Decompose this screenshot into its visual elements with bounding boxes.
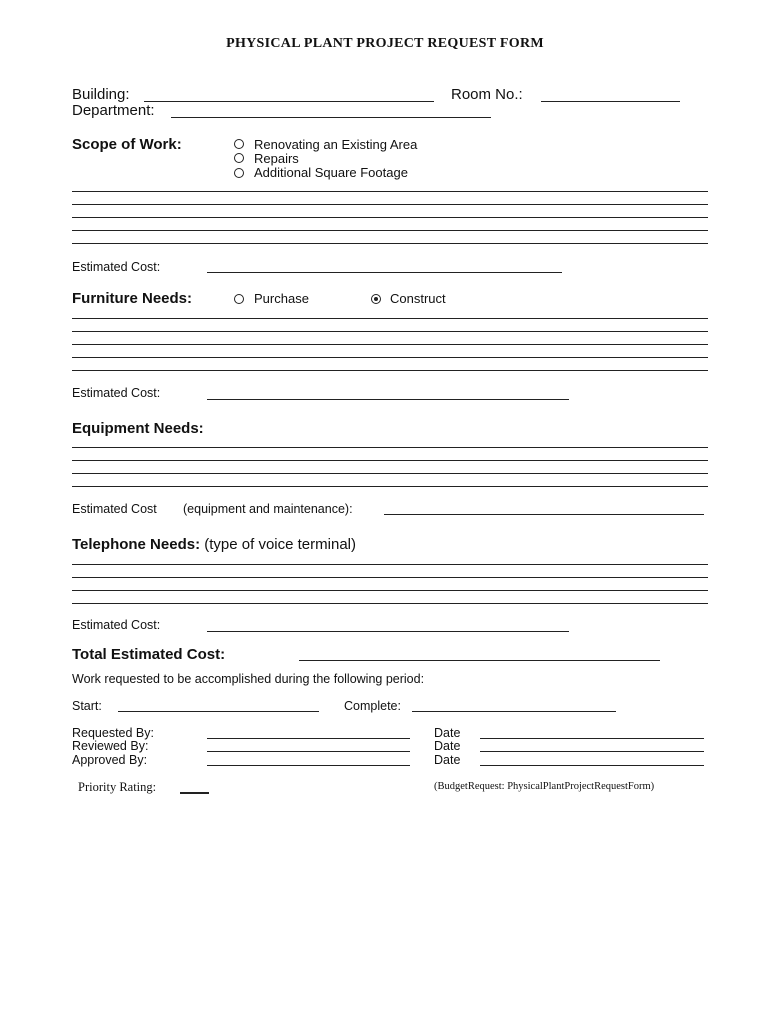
telephone-cost-label: Estimated Cost: xyxy=(72,618,161,632)
scope-line-4[interactable] xyxy=(72,230,708,231)
reviewed-date-label: Date xyxy=(434,739,461,753)
telephone-line-4[interactable] xyxy=(72,603,708,604)
telephone-note: (type of voice terminal) xyxy=(204,536,356,553)
telephone-line-3[interactable] xyxy=(72,590,708,591)
equipment-line-1[interactable] xyxy=(72,447,708,448)
equipment-cost-field[interactable] xyxy=(384,514,704,515)
scope-line-3[interactable] xyxy=(72,217,708,218)
radio-repairs[interactable] xyxy=(234,153,244,163)
approved-by-label: Approved By: xyxy=(72,753,148,767)
complete-label: Complete: xyxy=(344,699,401,713)
scope-line-2[interactable] xyxy=(72,204,708,205)
priority-rating-field[interactable] xyxy=(180,792,209,794)
requested-by-field[interactable] xyxy=(207,738,410,739)
equipment-line-4[interactable] xyxy=(72,486,708,487)
room-field[interactable] xyxy=(541,101,680,102)
equipment-line-3[interactable] xyxy=(72,473,708,474)
form-title: PHYSICAL PLANT PROJECT REQUEST FORM xyxy=(226,36,544,51)
furniture-line-1[interactable] xyxy=(72,318,708,319)
period-text: Work requested to be accomplished during the following period: xyxy=(72,672,425,686)
telephone-line-2[interactable] xyxy=(72,577,708,578)
furniture-cost-label: Estimated Cost: xyxy=(72,386,161,400)
scope-heading: Scope of Work: xyxy=(72,136,182,153)
equipment-cost-label: Estimated Cost xyxy=(72,502,157,516)
furniture-line-4[interactable] xyxy=(72,357,708,358)
radio-additional-footage[interactable] xyxy=(234,168,244,178)
approved-date-label: Date xyxy=(434,753,461,767)
telephone-heading: Telephone Needs: xyxy=(72,536,201,553)
priority-rating-label: Priority Rating: xyxy=(78,780,157,794)
total-cost-field[interactable] xyxy=(299,660,660,661)
room-label: Room No.: xyxy=(451,86,523,103)
requested-by-label: Requested By: xyxy=(72,726,154,740)
requested-date-field[interactable] xyxy=(480,738,704,739)
building-field[interactable] xyxy=(144,101,434,102)
approved-by-field[interactable] xyxy=(207,765,410,766)
equipment-heading: Equipment Needs: xyxy=(72,420,204,437)
furniture-line-3[interactable] xyxy=(72,344,708,345)
scope-cost-field[interactable] xyxy=(207,272,562,273)
reviewed-by-label: Reviewed By: xyxy=(72,739,149,753)
radio-purchase[interactable] xyxy=(234,294,244,304)
radio-renovating[interactable] xyxy=(234,139,244,149)
equipment-line-2[interactable] xyxy=(72,460,708,461)
option-renovating-label: Renovating an Existing Area xyxy=(254,137,418,152)
reviewed-date-field[interactable] xyxy=(480,751,704,752)
department-field[interactable] xyxy=(171,117,491,118)
form-identifier: (BudgetRequest: PhysicalPlantProjectRequestForm) xyxy=(434,781,655,792)
requested-date-label: Date xyxy=(434,726,461,740)
start-field[interactable] xyxy=(118,711,319,712)
scope-line-5[interactable] xyxy=(72,243,708,244)
option-additional-footage-label: Additional Square Footage xyxy=(254,165,408,180)
approved-date-field[interactable] xyxy=(480,765,704,766)
telephone-line-1[interactable] xyxy=(72,564,708,565)
telephone-heading-row xyxy=(72,536,356,553)
total-cost-label: Total Estimated Cost: xyxy=(72,646,226,663)
furniture-line-2[interactable] xyxy=(72,331,708,332)
reviewed-by-field[interactable] xyxy=(207,751,410,752)
start-label: Start: xyxy=(72,699,102,713)
radio-construct[interactable] xyxy=(371,294,381,304)
option-purchase-label: Purchase xyxy=(254,291,309,306)
scope-line-1[interactable] xyxy=(72,191,708,192)
building-label: Building: xyxy=(72,86,130,103)
scope-cost-label: Estimated Cost: xyxy=(72,260,161,274)
furniture-cost-field[interactable] xyxy=(207,399,569,400)
equipment-cost-note: (equipment and maintenance): xyxy=(183,502,353,516)
option-repairs-label: Repairs xyxy=(254,151,299,166)
telephone-cost-field[interactable] xyxy=(207,631,569,632)
department-label: Department: xyxy=(72,102,155,119)
complete-field[interactable] xyxy=(412,711,616,712)
furniture-line-5[interactable] xyxy=(72,370,708,371)
furniture-heading: Furniture Needs: xyxy=(72,290,193,307)
option-construct-label: Construct xyxy=(390,291,446,306)
